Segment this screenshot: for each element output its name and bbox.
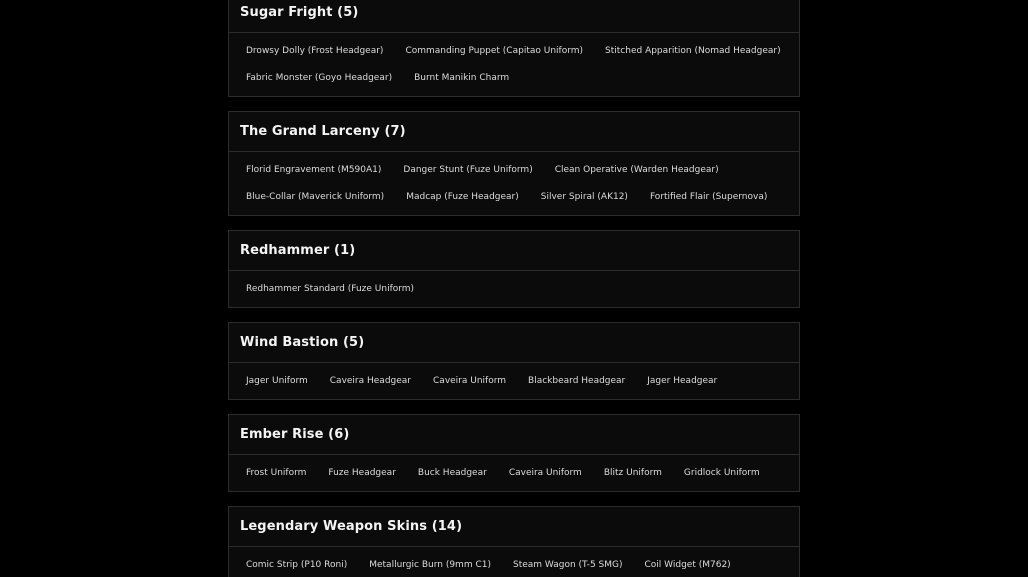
collection-card (228, 0, 800, 97)
collection-item[interactable]: Stitched Apparition (Nomad Headgear) (605, 46, 781, 56)
collection-items (229, 547, 799, 577)
collection-count: ( 1 ) (329, 243, 355, 258)
collection-header[interactable] (229, 415, 799, 455)
collection-item[interactable]: Coil Widget (M762) (644, 560, 731, 570)
collection-title (240, 5, 358, 20)
collection-item[interactable]: Burnt Manikin Charm (414, 73, 510, 83)
collection-items (229, 152, 799, 215)
collection-name: Ember Rise (240, 427, 324, 442)
collection-items (229, 455, 799, 491)
collection-item[interactable]: Blue-Collar (Maverick Uniform) (246, 192, 385, 202)
collection-item[interactable]: Redhammer Standard (Fuze Uniform) (246, 284, 415, 294)
collection-items (229, 363, 799, 399)
collection-count: ( 6 ) (324, 427, 350, 442)
collection-item[interactable]: Jager Headgear (647, 376, 718, 386)
collection-item[interactable]: Blackbeard Headgear (528, 376, 626, 386)
collection-item[interactable]: Gridlock Uniform (683, 468, 760, 478)
collection-item[interactable]: Steam Wagon (T-5 SMG) (512, 560, 623, 570)
collection-item[interactable]: Fuze Headgear (328, 468, 396, 478)
collection-item[interactable]: Metallurgic Burn (9mm C1) (369, 560, 491, 570)
collection-item[interactable]: Fabric Monster (Goyo Headgear) (246, 73, 393, 83)
collection-item[interactable]: Buck Headgear (417, 468, 487, 478)
collection-item[interactable]: Fortified Flair (Supernova) (649, 192, 768, 202)
collection-header[interactable] (229, 231, 799, 271)
collection-title (240, 427, 349, 442)
collection-title (240, 124, 406, 139)
collection-item[interactable]: Blitz Uniform (603, 468, 662, 478)
collection-item[interactable]: Caveira Headgear (329, 376, 412, 386)
collection-name: The Grand Larceny (240, 124, 380, 139)
collection-items (229, 271, 799, 307)
collection-count: ( 5 ) (333, 5, 359, 20)
collection-name: Wind Bastion (240, 335, 339, 350)
collection-item[interactable]: Florid Engravement (M590A1) (246, 165, 382, 175)
collection-items (229, 33, 799, 96)
collection-title (240, 243, 355, 258)
collection-name: Redhammer (240, 243, 330, 258)
collection-count: ( 14 ) (427, 519, 462, 534)
collection-header[interactable] (229, 323, 799, 363)
collection-list (228, 0, 800, 577)
collection-card (228, 506, 800, 577)
collection-header[interactable] (229, 112, 799, 152)
collection-title (240, 335, 364, 350)
collection-name: Sugar Fright (240, 5, 333, 20)
collection-item[interactable]: Drowsy Dolly (Frost Headgear) (246, 46, 384, 56)
collection-item[interactable]: Frost Uniform (246, 468, 307, 478)
collection-header[interactable] (229, 507, 799, 547)
collection-card (228, 414, 800, 492)
collection-item[interactable]: Caveira Uniform (508, 468, 582, 478)
collection-count: ( 7 ) (380, 124, 406, 139)
collection-item[interactable]: Clean Operative (Warden Headgear) (554, 165, 719, 175)
collection-title (240, 519, 462, 534)
collection-item[interactable]: Danger Stunt (Fuze Uniform) (403, 165, 533, 175)
collection-item[interactable]: Comic Strip (P10 Roni) (246, 560, 348, 570)
collection-card (228, 322, 800, 400)
collection-count: ( 5 ) (338, 335, 364, 350)
collection-item[interactable]: Caveira Uniform (433, 376, 507, 386)
collection-header[interactable] (229, 0, 799, 33)
collection-card (228, 230, 800, 308)
collection-item[interactable]: Commanding Puppet (Capitao Uniform) (405, 46, 584, 56)
collection-name: Legendary Weapon Skins (240, 519, 428, 534)
collection-item[interactable]: Silver Spiral (AK12) (540, 192, 628, 202)
collection-item[interactable]: Madcap (Fuze Headgear) (406, 192, 519, 202)
collection-card (228, 111, 800, 216)
collection-item[interactable]: Jager Uniform (246, 376, 308, 386)
